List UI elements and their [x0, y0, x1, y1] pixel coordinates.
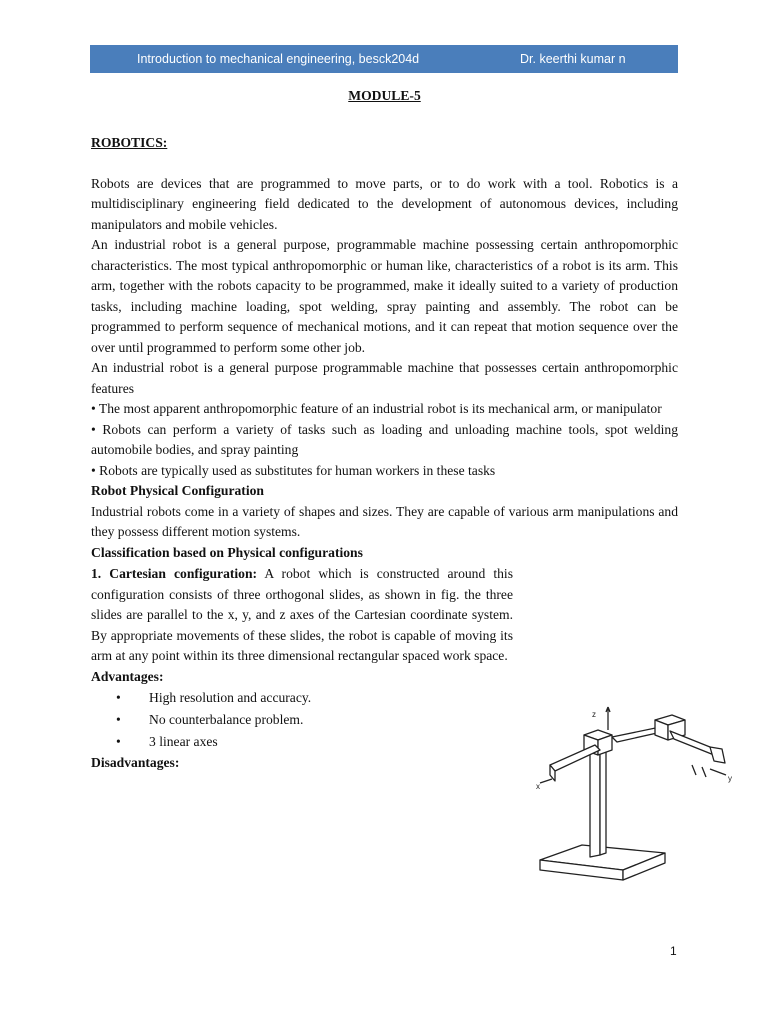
cartesian-paragraph: [91, 564, 513, 667]
cartesian-description: A robot which is constructed around this configuration consists of three orthogonal slides, as shown in fig. the three slides are parallel to the x, y, and z axes of the Cartesian coordinate system. By appropriate movements of these slides, the robot is capable of moving its arm at any point within its three dimensional rectangular spaced work space.: [91, 566, 513, 663]
course-title: Introduction to mechanical engineering, besck204d: [137, 52, 420, 66]
axis-label-x: x: [536, 782, 540, 791]
physical-config-heading: Robot Physical Configuration: [91, 483, 264, 498]
industrial-paragraph-1: An industrial robot is a general purpose, programmable machine possessing certain anthropomorphic characteristics. The most typical anthropomorphic or human like, characteristics of a robot is its arm. This arm, together with the robots capacity to be programmed, make it ideally suited to a variety of production tasks, including machine loading, spot welding, spray painting and assembly. The robot can be programmed to perform sequence of mechanical motions, and it can repeat that motion sequence over the over until programmed to perform some other job.: [91, 237, 678, 355]
advantages-heading: Advantages:: [91, 668, 164, 684]
bullet-item: • The most apparent anthropomorphic feature of an industrial robot is its mechanical arm, or manipulator: [91, 401, 662, 416]
robot-y-axis-arrow: [710, 769, 726, 775]
classification-heading: Classification based on Physical configurations: [91, 544, 363, 560]
module-title: MODULE-5: [348, 88, 421, 103]
physical-config-paragraph: Industrial robots come in a variety of shapes and sizes. They are capable of various arm manipulations and they possess different motion systems.: [91, 503, 678, 539]
advantage-item: • 3 linear axes: [91, 731, 513, 753]
robot-column: [590, 745, 600, 857]
axis-label-y: y: [728, 774, 732, 783]
advantage-item: • High resolution and accuracy.: [91, 687, 513, 709]
bullet-item: • Robots are typically used as substitutes for human workers in these tasks: [91, 462, 496, 478]
page-number: 1: [670, 944, 677, 958]
robot-column-side: [600, 745, 606, 855]
intro-paragraph: Robots are devices that are programmed to move parts, or to do work with a tool. Robotics is a multidisciplinary engineering field dedicated to the development of autonomous devices, including manipulators and mobile vehicles.: [91, 175, 678, 232]
page-content: [91, 86, 678, 773]
cartesian-robot-figure: [520, 695, 750, 895]
advantages-list: [91, 687, 513, 753]
advantage-item: • No counterbalance problem.: [91, 709, 513, 731]
section-heading-robotics: ROBOTICS:: [91, 135, 168, 150]
author-name: Dr. keerthi kumar n: [520, 52, 626, 66]
robot-end-effector: [710, 747, 725, 763]
robot-x-axis-arrow: [540, 779, 552, 783]
industrial-paragraph-2: An industrial robot is a general purpose programmable machine that possesses certain anthropomorphic features: [91, 360, 678, 396]
disadvantages-heading: Disadvantages:: [91, 755, 180, 770]
bullet-item: • Robots can perform a variety of tasks such as loading and unloading machine tools, spot welding automobile bodies, and spray painting: [91, 421, 678, 457]
axis-label-z: z: [592, 710, 596, 719]
cartesian-label: 1. Cartesian configuration:: [91, 566, 258, 581]
header-bar: [90, 45, 678, 73]
robot-right-arm: [670, 731, 714, 755]
